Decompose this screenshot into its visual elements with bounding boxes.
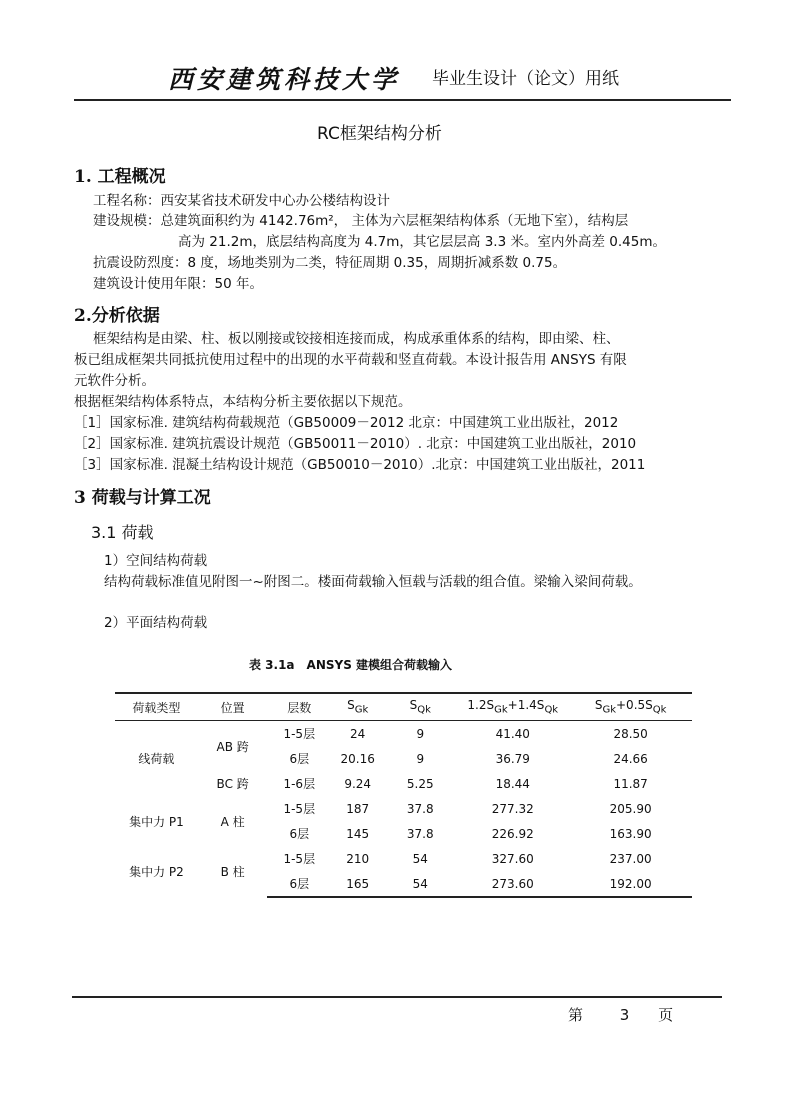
- cell-sgk: 24: [350, 726, 366, 741]
- cell-combo-2: 11.87: [613, 776, 648, 791]
- scale-line-1: 建设规模：总建筑面积约为 4142.76m²， 主体为六层框架结构体系（无地下室），结构层: [93, 213, 629, 229]
- design-life: 建筑设计使用年限：50 年。: [93, 276, 263, 292]
- group-line-load: 线荷载: [138, 752, 175, 766]
- cell-floors: 1-5层: [283, 852, 316, 866]
- cell-combo-2: 192.00: [569, 871, 692, 897]
- col-sgk: $S_{Gk}$: [331, 693, 384, 721]
- cell-sgk: 165: [331, 871, 384, 897]
- para1-line1: 框架结构是由梁、柱、板以刚接或铰接相连接而成，构成承重体系的结构，即由梁、柱、: [93, 331, 620, 347]
- reference-3: ［3］国家标准. 混凝土结构设计规范（GB50010－2010）.北京：中国建筑工业出版社，2011: [74, 457, 646, 473]
- cell-combo-1: 273.60: [456, 871, 569, 897]
- cell-combo-1: 226.92: [491, 826, 534, 841]
- document-title: RC框架结构分析: [317, 124, 442, 144]
- para2: 根据框架结构体系特点，本结构分析主要依据以下规范。: [74, 394, 412, 410]
- group-point-load-p2: 集中力 P2: [129, 865, 184, 879]
- cell-sgk: 187: [346, 801, 370, 816]
- section-1-heading: 1. 工程概况: [74, 167, 166, 187]
- para1-line2: 板已组成框架共同抵抗使用过程中的出现的水平荷载和竖直荷载。本设计报告用 ANSYS 有限: [74, 352, 627, 368]
- item-1-heading: 1）空间结构荷载: [104, 553, 208, 569]
- cell-sqk: 9: [416, 751, 425, 766]
- col-combo-2: $S_{Gk}+0.5S_{Qk}$: [569, 693, 692, 721]
- cell-sqk: 37.8: [406, 801, 434, 816]
- col-sqk: $S_{Qk}$: [384, 693, 456, 721]
- load-table: [115, 692, 692, 898]
- table-row: [115, 721, 692, 747]
- page-number-value: 3: [619, 1006, 631, 1024]
- position-a-column: A 柱: [220, 814, 245, 829]
- cell-combo-2: 24.66: [613, 751, 648, 766]
- cell-combo-1: 41.40: [495, 726, 530, 741]
- cell-combo-2: 163.90: [609, 826, 652, 841]
- table-row: [115, 771, 692, 796]
- table-caption: 表 3.1a ANSYS 建模组合荷载输入: [249, 658, 453, 672]
- cell-sqk: 54: [412, 851, 428, 866]
- cell-sgk: 20.16: [340, 751, 375, 766]
- cell-combo-2: 237.00: [609, 851, 652, 866]
- position-bc-span: BC 跨: [216, 777, 249, 791]
- table-row: [115, 846, 692, 871]
- cell-combo-1: 277.32: [491, 801, 534, 816]
- cell-combo-1: 327.60: [491, 851, 534, 866]
- item-1-text: 结构荷载标准值见附图一~附图二。楼面荷载输入恒载与活载的组合值。梁输入梁间荷载。: [104, 574, 642, 590]
- cell-floors: 6层: [289, 827, 310, 841]
- cell-sqk: 54: [384, 871, 456, 897]
- section-3-heading: 3 荷载与计算工况: [74, 488, 211, 508]
- cell-floors: 1-6层: [283, 777, 316, 791]
- cell-combo-2: 28.50: [613, 726, 648, 741]
- cell-sqk: 37.8: [406, 826, 434, 841]
- group-point-load-p1: 集中力 P1: [129, 814, 184, 829]
- cell-sgk: 9.24: [344, 776, 372, 791]
- col-position: 位置: [198, 693, 268, 721]
- col-load-type: 荷载类型: [115, 693, 198, 721]
- cell-combo-1: 18.44: [495, 776, 530, 791]
- header-rule: [74, 99, 731, 101]
- footer-rule: [72, 996, 722, 998]
- cell-floors: 1-5层: [283, 727, 316, 741]
- university-name: 西安建筑科技大学: [168, 65, 401, 94]
- item-2-heading: 2）平面结构荷载: [104, 615, 208, 631]
- reference-1: ［1］国家标准. 建筑结构荷载规范（GB50009－2012 北京：中国建筑工业出版社，2012: [74, 415, 619, 431]
- table-row: [115, 796, 692, 821]
- paper-subtitle: 毕业生设计（论文）用纸: [432, 69, 619, 89]
- para1-line3: 元软件分析。: [74, 373, 155, 389]
- table-header-row: [115, 693, 692, 721]
- position-ab-span: AB 跨: [216, 739, 249, 754]
- cell-combo-1: 36.79: [495, 751, 530, 766]
- cell-sqk: 5.25: [406, 776, 434, 791]
- project-name: 工程名称：西安某省技术研发中心办公楼结构设计: [93, 193, 390, 209]
- cell-combo-2: 205.90: [609, 801, 652, 816]
- cell-floors: 6层: [267, 871, 331, 897]
- col-floors: 层数: [267, 693, 331, 721]
- section-2-heading: 2.分析依据: [74, 306, 160, 326]
- page-prefix: 第: [568, 1006, 585, 1024]
- cell-sgk: 210: [346, 851, 370, 866]
- reference-2: ［2］国家标准. 建筑抗震设计规范（GB50011－2010）. 北京：中国建筑工业出版社，2010: [74, 436, 637, 452]
- cell-floors: 6层: [289, 752, 310, 766]
- seismic-info: 抗震设防烈度：8 度，场地类别为二类，特征周期 0.35，周期折减系数 0.75。: [93, 255, 567, 271]
- subsection-3-1: 3.1 荷载: [91, 523, 154, 542]
- position-b-column: B 柱: [220, 865, 245, 879]
- cell-sgk: 145: [346, 826, 370, 841]
- page-number: [568, 1004, 674, 1025]
- page-suffix: 页: [658, 1006, 675, 1024]
- col-combo-1: $1.2S_{Gk}+1.4S_{Qk}$: [456, 693, 569, 721]
- scale-line-2: 高为 21.2m，底层结构高度为 4.7m，其它层层高 3.3 米。室内外高差 0.45m。: [178, 234, 666, 250]
- cell-floors: 1-5层: [283, 802, 316, 816]
- cell-sqk: 9: [416, 726, 425, 741]
